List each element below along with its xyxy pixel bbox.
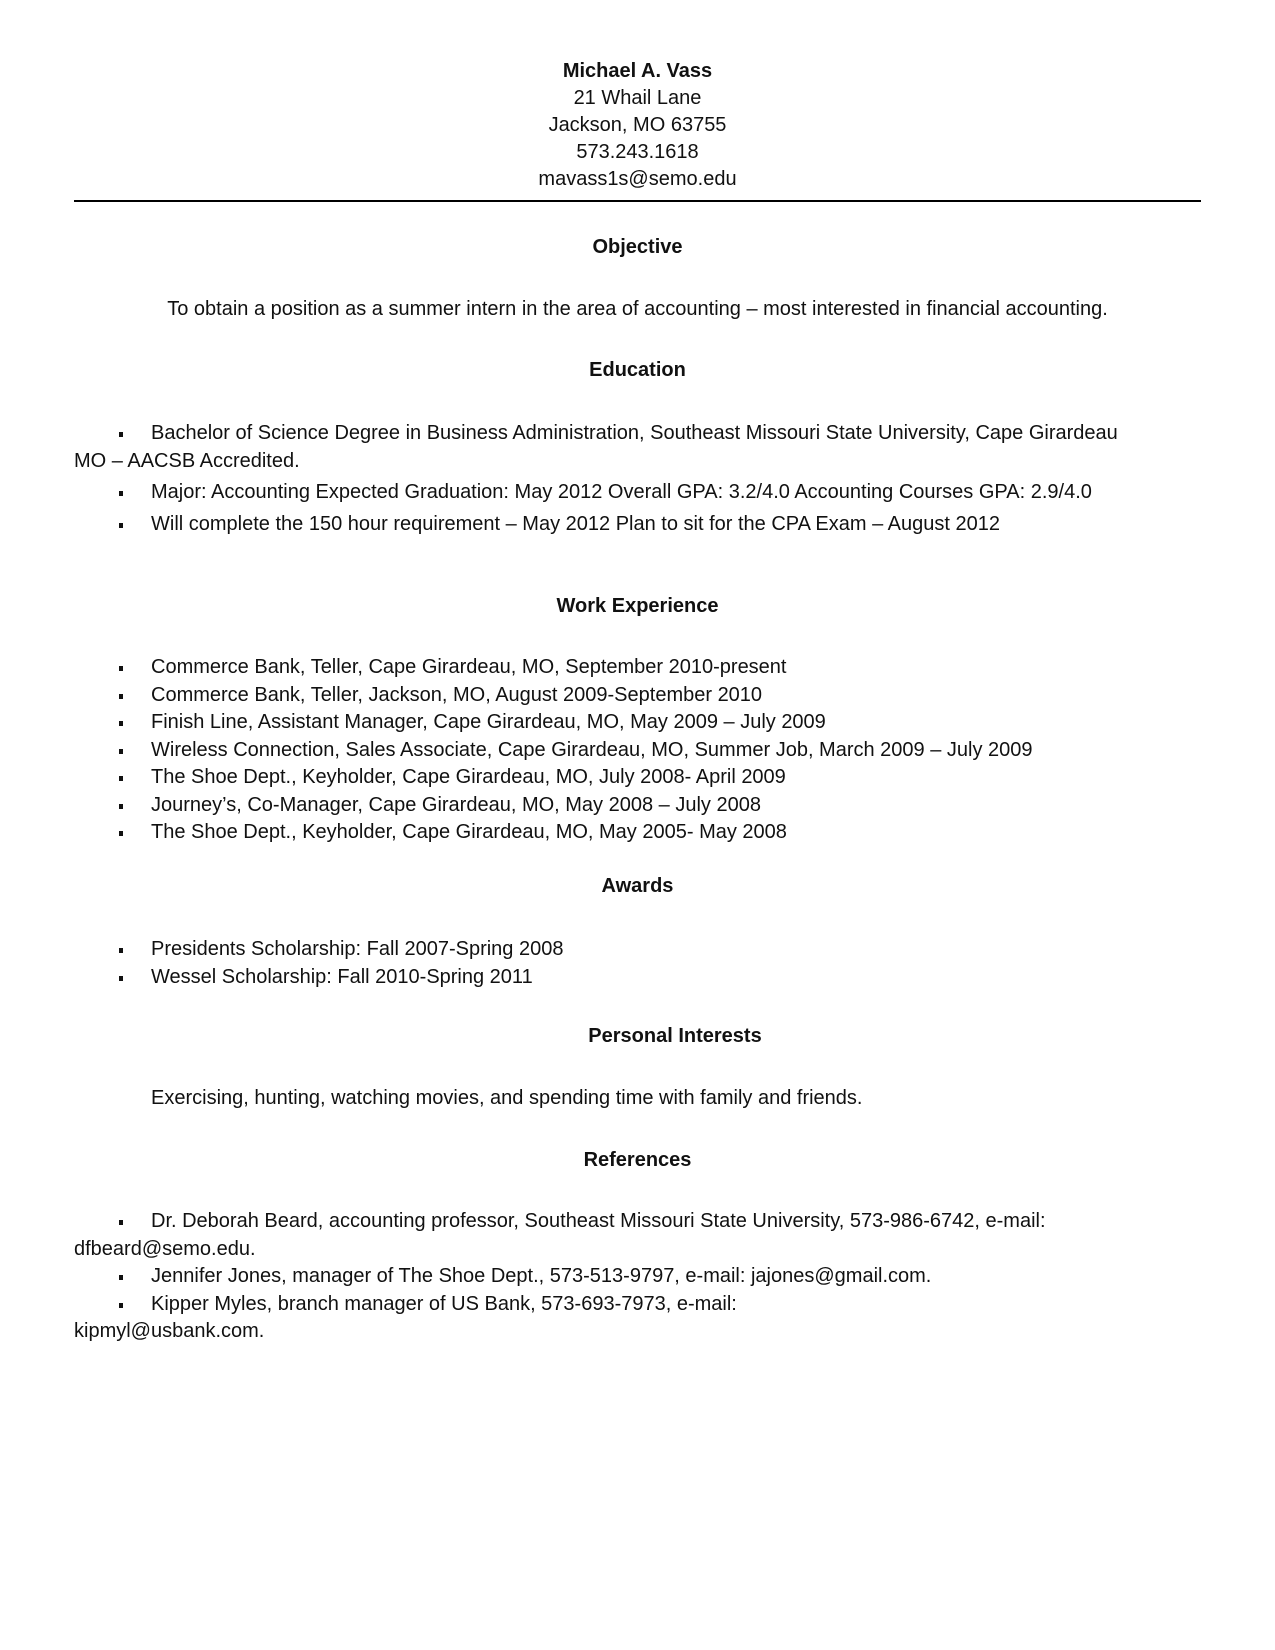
bullet-icon <box>119 948 123 953</box>
references-list <box>74 1208 1134 1346</box>
bullet-icon <box>119 694 123 699</box>
address-city: Jackson, MO 63755 <box>548 114 727 136</box>
work-list <box>74 654 1033 847</box>
list-item: Commerce Bank, Teller, Jackson, MO, August 2009-September 2010 <box>74 682 1033 710</box>
header-divider <box>74 200 1201 202</box>
phone-number: 573.243.1618 <box>576 141 699 163</box>
education-heading: Education <box>589 359 686 381</box>
bullet-icon <box>119 831 123 836</box>
awards-list <box>74 936 563 991</box>
email-address: mavass1s@semo.edu <box>538 168 737 190</box>
bullet-icon <box>119 749 123 754</box>
bullet-icon <box>119 1220 123 1225</box>
education-item-major: Major: Accounting Expected Graduation: May 2012 Overall GPA: 3.2/4.0 Accounting Courses GPA: 2.9/4.0 <box>74 479 1134 507</box>
interests-heading: Personal Interests <box>588 1025 762 1047</box>
contact-header <box>0 58 1275 193</box>
list-item: Wessel Scholarship: Fall 2010-Spring 2011 <box>74 964 563 992</box>
education-item-requirement: Will complete the 150 hour requirement – May 2012 Plan to sit for the CPA Exam – August 2012 <box>74 511 1134 539</box>
list-item: Presidents Scholarship: Fall 2007-Spring 2008 <box>74 936 563 964</box>
list-item: Journey’s, Co-Manager, Cape Girardeau, MO, May 2008 – July 2008 <box>74 792 1033 820</box>
list-item: Finish Line, Assistant Manager, Cape Girardeau, MO, May 2009 – July 2009 <box>74 709 1033 737</box>
bullet-icon <box>119 776 123 781</box>
bullet-icon <box>119 804 123 809</box>
bullet-icon <box>119 666 123 671</box>
list-item: The Shoe Dept., Keyholder, Cape Girardeau, MO, July 2008- April 2009 <box>74 764 1033 792</box>
reference-item: Kipper Myles, branch manager of US Bank, 573-693-7973, e-mail: kipmyl@usbank.com. <box>74 1292 737 1342</box>
interests-text: Exercising, hunting, watching movies, and spending time with family and friends. <box>151 1087 863 1109</box>
reference-item: Dr. Deborah Beard, accounting professor, Southeast Missouri State University, 573-986-6742, e-mail: dfbeard@semo.edu. <box>74 1210 1046 1260</box>
education-item-degree: Bachelor of Science Degree in Business Administration, Southeast Missouri State University, Cape Girardeau MO – AACSB Accredited. <box>74 422 1118 472</box>
references-heading: References <box>583 1149 692 1171</box>
bullet-icon <box>119 491 123 496</box>
address-street: 21 Whail Lane <box>573 87 702 109</box>
bullet-icon <box>119 523 123 528</box>
list-item: Commerce Bank, Teller, Cape Girardeau, MO, September 2010-present <box>74 654 1033 682</box>
bullet-icon <box>119 432 123 437</box>
work-heading: Work Experience <box>556 595 719 617</box>
list-item: The Shoe Dept., Keyholder, Cape Girardeau, MO, May 2005- May 2008 <box>74 819 1033 847</box>
bullet-icon <box>119 1303 123 1308</box>
bullet-icon <box>119 721 123 726</box>
list-item: Wireless Connection, Sales Associate, Cape Girardeau, MO, Summer Job, March 2009 – July 2009 <box>74 737 1033 765</box>
reference-item: Jennifer Jones, manager of The Shoe Dept., 573-513-9797, e-mail: jajones@gmail.com. <box>74 1263 1134 1291</box>
bullet-icon <box>119 976 123 981</box>
bullet-icon <box>119 1275 123 1280</box>
awards-heading: Awards <box>601 875 674 897</box>
applicant-name: Michael A. Vass <box>562 60 713 82</box>
education-list <box>74 420 1134 538</box>
objective-heading: Objective <box>592 236 683 258</box>
objective-text: To obtain a position as a summer intern in the area of accounting – most interested in financial accounting. <box>167 298 1108 320</box>
